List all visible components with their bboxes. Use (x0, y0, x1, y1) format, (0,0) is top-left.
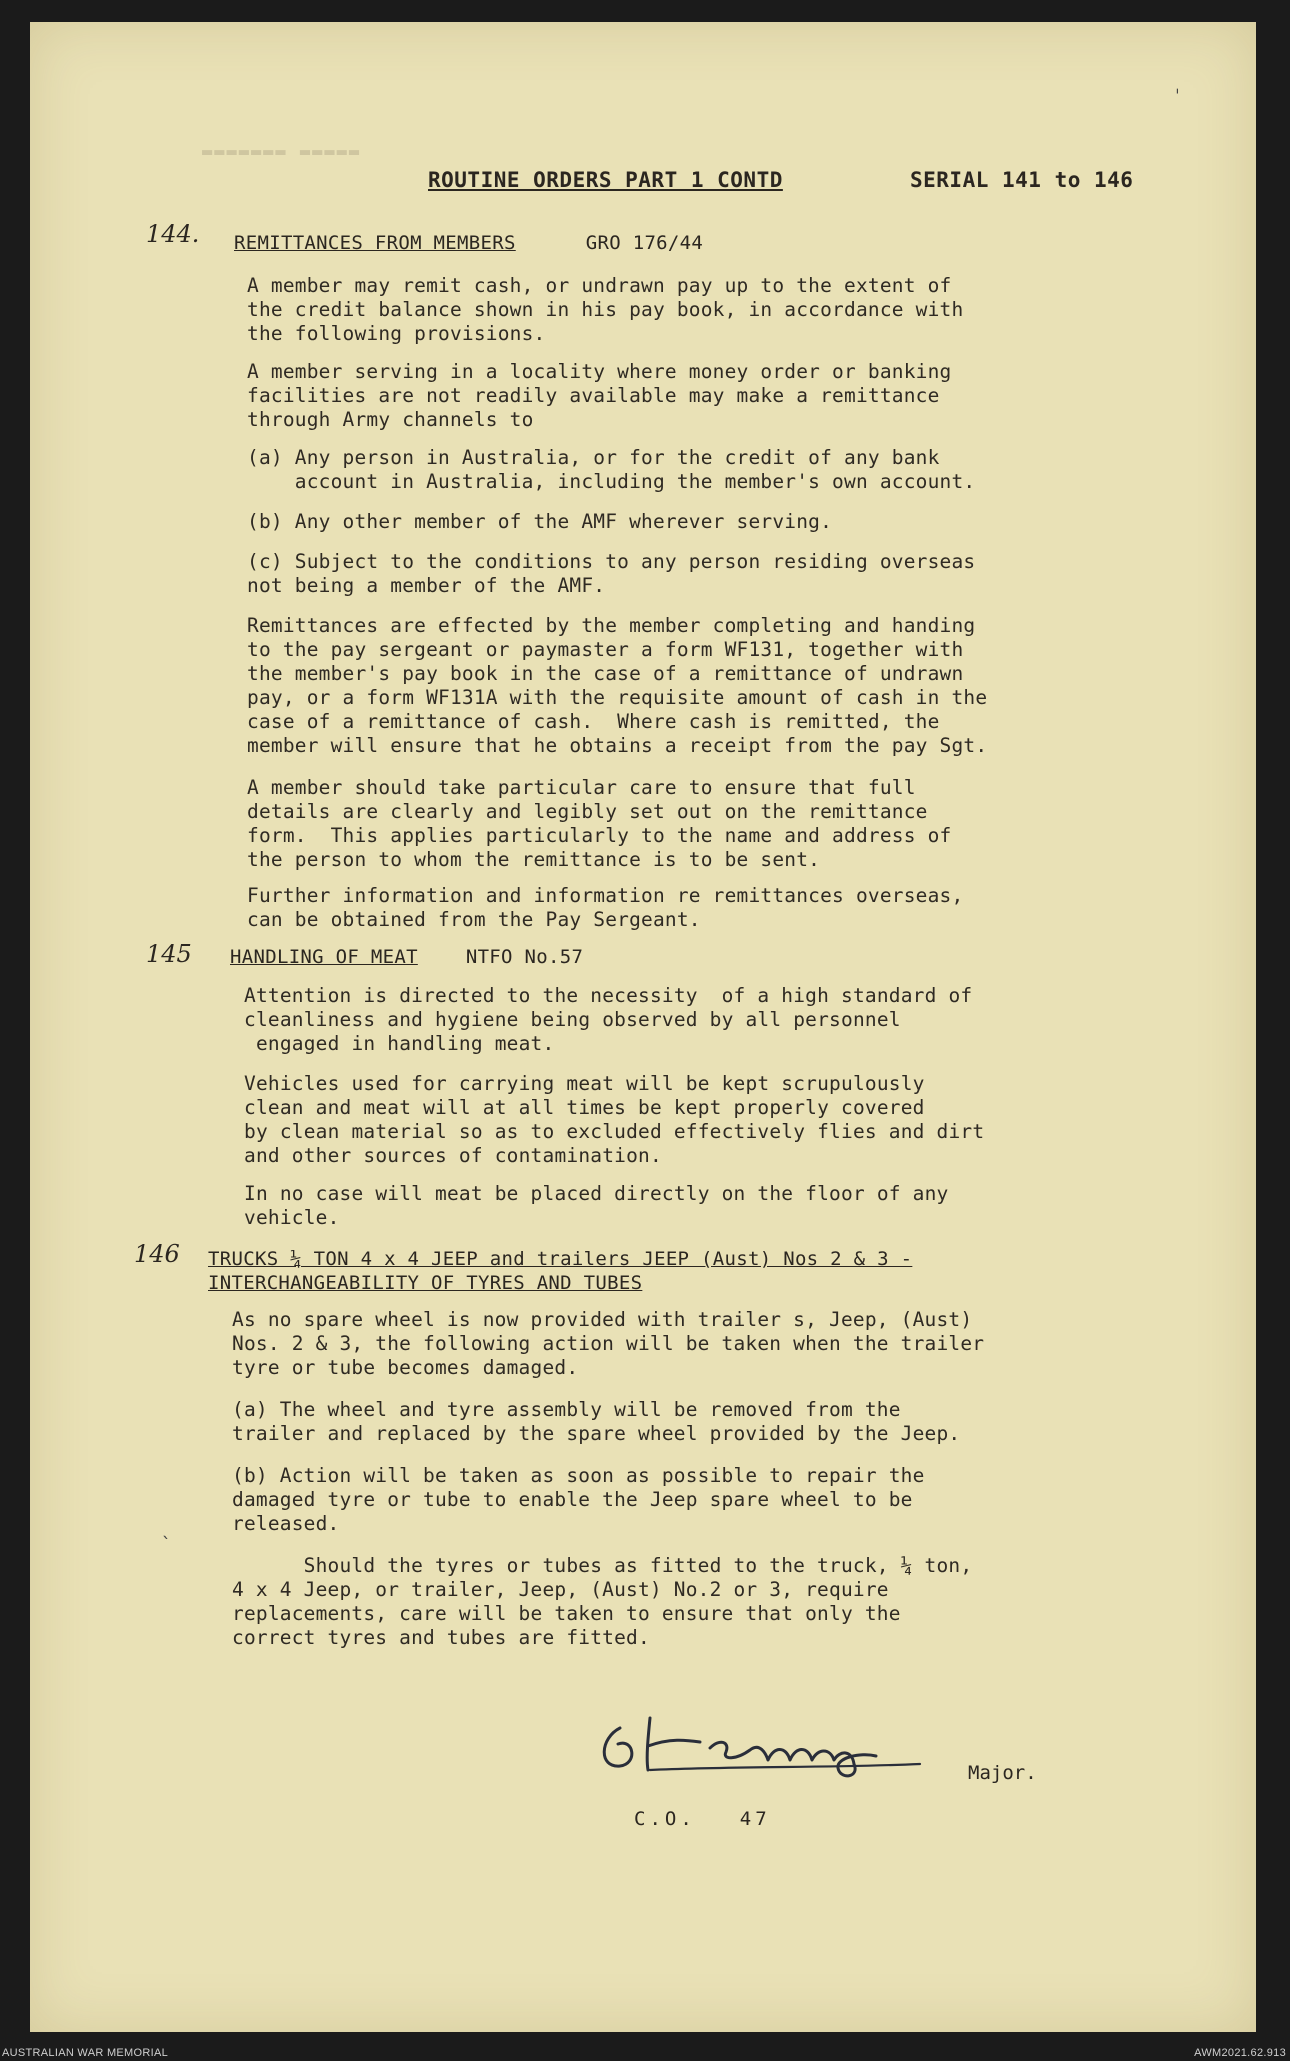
paragraph: Attention is directed to the necessity of a high standard of cleanliness and hygiene being observed by all personnel engaged in handling meat. (244, 984, 973, 1055)
paragraph: As no spare wheel is now provided with trailer s, Jeep, (Aust) Nos. 2 & 3, the following action will be taken when the trailer tyre or tube becomes damaged. (232, 1308, 985, 1379)
paragraph: (a) The wheel and tyre assembly will be removed from the trailer and replaced by the spare wheel provided by the Jeep. (232, 1398, 961, 1445)
unit-number: 47 (739, 1808, 771, 1830)
item-heading (230, 946, 583, 968)
item-subheading-text: INTERCHANGEABILITY OF TYRES AND TUBES (208, 1272, 643, 1294)
margin-tick-mark: ˈ (1172, 86, 1183, 107)
item-number: 144. (146, 220, 200, 248)
item-heading-text: TRUCKS ¼ TON 4 x 4 JEEP and trailers JEEP (Aust) Nos 2 & 3 - (208, 1248, 913, 1270)
signatory-rank: Major. (968, 1762, 1037, 1784)
serial-range: SERIAL 141 to 146 (910, 168, 1134, 192)
archive-reference: AWM2021.62.913 (1194, 2047, 1286, 2059)
paragraph: A member should take particular care to ensure that full details are clearly and legibly set out on the remittance form. This applies particularly to the name and address of the person to whom the remittance is to be sent. (247, 776, 952, 871)
paragraph: A member may remit cash, or undrawn pay up to the extent of the credit balance shown in his pay book, in accordance with the following provisions. (247, 274, 964, 345)
paragraph: In no case will meat be placed directly on the floor of any vehicle. (244, 1182, 949, 1229)
paragraph: (c) Subject to the conditions to any person residing overseas not being a member of the AMF. (247, 550, 976, 597)
item-reference: NTFO No.57 (465, 946, 584, 968)
item-subheading (208, 1272, 642, 1294)
item-heading-text: HANDLING OF MEAT (230, 946, 418, 968)
paragraph: Further information and information re remittances overseas, can be obtained from the Pay Sergeant. (247, 884, 964, 931)
paragraph: Vehicles used for carrying meat will be kept scrupulously clean and meat will at all times be kept properly covered by clean material so as to excluded effectively flies and dirt and other sources of contamination. (244, 1072, 985, 1167)
signatory-position (634, 1808, 771, 1830)
paragraph: Should the tyres or tubes as fitted to the truck, ¼ ton, 4 x 4 Jeep, or trailer, Jeep, (Aust) No.2 or 3, require replacements, care will be taken to ensure that only the correct tyres and tubes are fitted. (232, 1554, 973, 1649)
page-title: ROUTINE ORDERS PART 1 CONTD (428, 168, 783, 192)
item-heading-text: REMITTANCES FROM MEMBERS (234, 232, 516, 254)
paragraph: (b) Action will be taken as soon as possible to repair the damaged tyre or tube to enable the Jeep spare wheel to be released. (232, 1464, 925, 1535)
paragraph: Remittances are effected by the member completing and handing to the pay sergeant or paymaster a form WF131, together with the member's pay book in the case of a remittance of undrawn pay, or a form WF131A with the requisite amount of cash in the case of a remittance of cash. Where cash is remitted, the member will ensure that he obtains a receipt from the pay Sgt. (247, 614, 988, 757)
item-reference: GRO 176/44 (585, 232, 704, 254)
item-heading (208, 1248, 912, 1270)
handwritten-signature (590, 1708, 950, 1778)
margin-tick-mark: ˎ (160, 1518, 171, 1539)
document-page (30, 22, 1256, 2032)
archive-credit: AUSTRALIAN WAR MEMORIAL (2, 2047, 169, 2059)
position-label: C.O. (634, 1808, 696, 1830)
item-heading (234, 232, 703, 254)
paragraph: (b) Any other member of the AMF wherever serving. (247, 510, 833, 533)
bleed-through-text: ▬▬▬▬▬▬▬ ▬▬▬▬▬ (202, 142, 362, 162)
item-number: 145 (146, 940, 192, 968)
item-number: 146 (134, 1240, 180, 1268)
paragraph: A member serving in a locality where money order or banking facilities are not readily available may make a remittance through Army channels to (247, 360, 952, 431)
paragraph: (a) Any person in Australia, or for the credit of any bank account in Australia, including the member's own account. (247, 446, 976, 493)
